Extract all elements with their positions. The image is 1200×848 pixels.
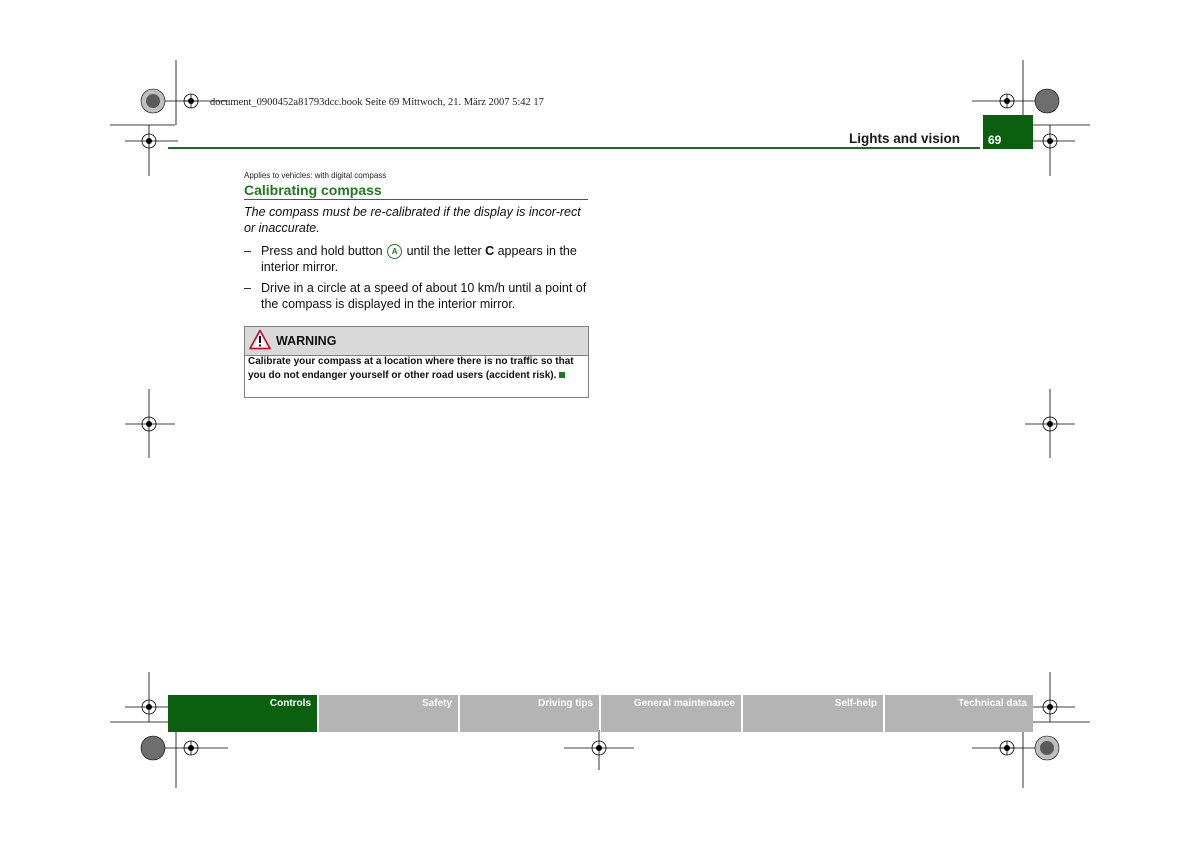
warning-text: [248, 355, 584, 382]
footer-tab-label: Self-help: [834, 698, 877, 709]
footer-tab-safety[interactable]: [319, 695, 458, 732]
footer-tab-label: Driving tips: [537, 698, 593, 709]
footer-tab-self-help[interactable]: [743, 695, 883, 732]
step-text-pre: Press and hold button: [261, 244, 387, 258]
step-text-post: appears in the interior mirror.: [261, 244, 577, 274]
step-letter-c: C: [485, 244, 495, 258]
warning-text-body: Calibrate your compass at a location where there is no traffic so that you do not endanger yourself or other road users (accident risk).: [248, 356, 574, 381]
applies-to-note: Applies to vehicles: with digital compass: [244, 171, 387, 180]
step-dash: –: [244, 244, 251, 258]
footer-tab-technical-data[interactable]: [885, 695, 1033, 732]
footer-tab-label: Controls: [269, 698, 311, 709]
footer-tab-label: Technical data: [958, 698, 1027, 709]
page-number: 69: [988, 133, 1002, 147]
step-item: [244, 281, 590, 312]
step-text-mid: until the letter: [403, 244, 486, 258]
header-rule: [168, 147, 980, 149]
footer-tab-driving-tips[interactable]: [460, 695, 599, 732]
warning-triangle-icon: [249, 329, 271, 350]
end-square-icon: [559, 372, 565, 378]
section-title-rule: [244, 199, 588, 200]
chapter-title: Lights and vision: [848, 131, 960, 146]
step-dash: –: [244, 281, 251, 295]
steps-list: [244, 244, 590, 318]
footer-tab-label: General maintenance: [633, 698, 735, 709]
warning-label: WARNING: [276, 334, 337, 348]
step-text: Drive in a circle at a speed of about 10 km/h until a point of the compass is displayed in the interior mirror.: [261, 281, 587, 311]
section-intro: The compass must be re-calibrated if the display is incor-rect or inaccurate.: [244, 205, 581, 235]
footer-tab-general-maintenance[interactable]: [601, 695, 741, 732]
section-title: Calibrating compass: [244, 182, 382, 198]
step-item: [244, 244, 590, 275]
footer-tab-controls[interactable]: [168, 695, 317, 732]
button-a-badge: A: [387, 244, 402, 259]
footer-tab-label: Safety: [421, 698, 452, 709]
print-metadata: document_0900452a81793dcc.book Seite 69 Mittwoch, 21. März 2007 5:42 17: [210, 97, 544, 108]
